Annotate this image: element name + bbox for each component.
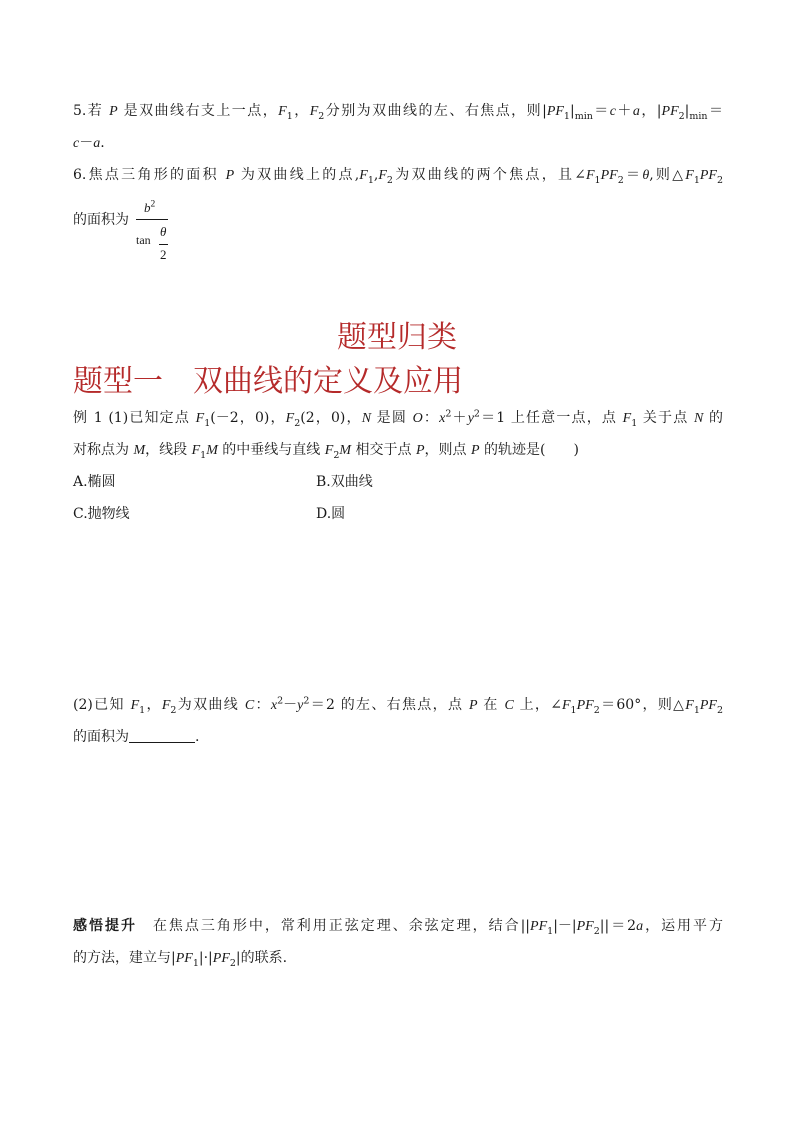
example-2-line-2: 的面积为 . (73, 729, 200, 745)
example-1-line-2: 对称点为 M，线段 $F_1M$ 的中垂线与直线 $F_2M$ 相交于点 P，则点 P 的轨迹是( ) (73, 442, 579, 461)
type-1-heading: 题型一 双曲线的定义及应用 (73, 364, 463, 399)
example-2-line-1: (2)已知 $F_1$，$F_2$为双曲线 C：$x^2-y^2=2$ 的左、右焦点，点 P 在 C 上，$\angle F_1PF_2=60^\circ$，则$\triangle F_1PF_2$ (73, 695, 724, 716)
insight-line-1: 感悟提升 在焦点三角形中，常利用正弦定理、余弦定理，结合$||PF_1|-|PF_2||=2a$，运用平方 (73, 918, 724, 937)
option-d: D.圆 (316, 506, 346, 522)
fraction-bar (136, 219, 168, 220)
fraction-theta: θ (160, 224, 167, 239)
item-5-line-2: c－a. (73, 135, 105, 151)
fraction-numerator: $b^2$ (144, 199, 156, 215)
item-6-line-2: 的面积为 (73, 212, 129, 228)
fraction-tan: tan (136, 233, 151, 247)
fraction-inner-bar (159, 244, 168, 245)
insight-line-2: 的方法，建立与$|PF_1|\cdot|PF_2|$的联系. (73, 950, 288, 969)
fraction-two: 2 (160, 247, 167, 262)
item-6-line-1: 6.焦点三角形的面积 P 为双曲线上的点$,F_1,F_2$为双曲线的两个焦点，且$\angle F_1PF_2=\theta$,则$\triangle F_1PF_2$ (73, 167, 724, 186)
insight-label: 感悟提升 (73, 918, 137, 934)
item-5-line-1: 5.若 P 是双曲线右支上一点，$F_1$，$F_2$分别为双曲线的左、右焦点，则$|PF_1|_{min}=c+a$，$|PF_2|_{min}=$ (73, 103, 724, 122)
section-title: 题型归类 (337, 320, 457, 355)
option-c: C.抛物线 (73, 506, 130, 522)
option-b: B.双曲线 (316, 474, 373, 490)
example-1-line-1: 例 1 (1)已知定点 $F_1(-2$，0)，$F_2(2$，0)，N 是圆 O：$x^2+y^2=1$ 上任意一点，点 $F_1$ 关于点 N 的 (73, 408, 723, 429)
answer-blank[interactable] (129, 728, 195, 743)
option-a: A.椭圆 (73, 474, 116, 490)
